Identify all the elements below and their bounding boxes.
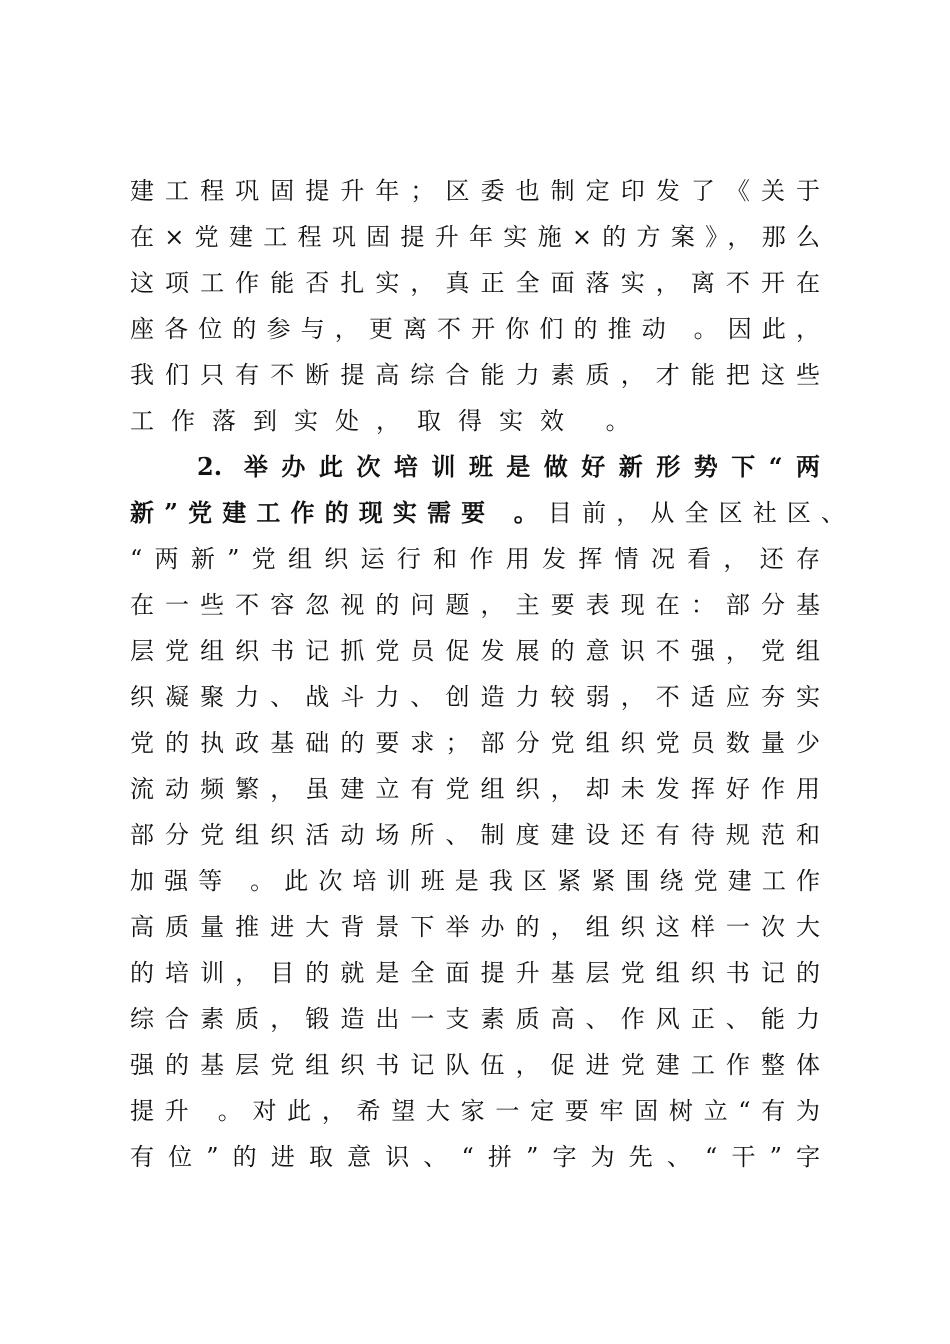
paragraph-line xyxy=(130,1093,820,1129)
line-text: 座各位的参与，更离不开你们的推动 。因此， xyxy=(130,315,820,343)
paragraph-line xyxy=(130,771,820,807)
paragraph-line xyxy=(130,955,820,991)
line-text: 强的基层党组织书记队伍，促进党建工作整体 xyxy=(130,1051,820,1079)
paragraph-line xyxy=(130,357,820,393)
paragraph-line xyxy=(130,909,820,945)
line-text: 提升 。对此，希望大家一定要牢固树立“有为 xyxy=(130,1097,820,1125)
line-text: 目前，从全区社区、 xyxy=(547,499,845,527)
line-text: 这项工作能否扎实，真正全面落实，离不开在 xyxy=(130,269,820,297)
paragraph-line xyxy=(130,633,820,669)
paragraph-line xyxy=(130,403,647,439)
paragraph-line xyxy=(130,1047,820,1083)
paragraph-line xyxy=(130,587,820,623)
line-text: 加强等 。此次培训班是我区紧紧围绕党建工作 xyxy=(130,867,820,895)
line-text: “两新”党组织运行和作用发挥情况看，还存 xyxy=(130,545,820,573)
section-heading-line xyxy=(197,449,820,485)
line-text: 在一些不容忽视的问题，主要表现在：部分基 xyxy=(130,591,820,619)
line-text: 党的执政基础的要求；部分党组织党员数量少 xyxy=(130,729,820,757)
line-text: 在×党建工程巩固提升年实施×的方案》，那么 xyxy=(130,223,820,251)
paragraph-line xyxy=(130,173,820,209)
line-text: 我们只有不断提高综合能力素质，才能把这些 xyxy=(130,361,820,389)
paragraph-line xyxy=(130,541,820,577)
line-text: 高质量推进大背景下举办的，组织这样一次大 xyxy=(130,913,820,941)
line-text: 的培训，目的就是全面提升基层党组织书记的 xyxy=(130,959,820,987)
paragraph-line xyxy=(130,311,820,347)
line-text: 流动频繁，虽建立有党组织，却未发挥好作用 xyxy=(130,775,820,803)
paragraph-line xyxy=(130,265,820,301)
line-text: 层党组织书记抓党员促发展的意识不强，党组 xyxy=(130,637,820,665)
section-heading-continued: 新”党建工作的现实需要 。 xyxy=(130,498,548,527)
line-text: 综合素质，锻造出一支素质高、作风正、能力 xyxy=(130,1005,820,1033)
line-text: 建工程巩固提升年；区委也制定印发了《关于 xyxy=(130,177,820,205)
paragraph-line xyxy=(130,817,820,853)
paragraph-line xyxy=(130,725,820,761)
paragraph-line xyxy=(130,1139,820,1175)
line-text: 有位”的进取意识、“拼”字为先、“干”字 xyxy=(130,1143,820,1171)
paragraph-line xyxy=(130,1001,820,1037)
paragraph-line xyxy=(130,679,820,715)
section-heading: 2. 举办此次培训班是做好新形势下“两 xyxy=(197,452,820,481)
paragraph-line xyxy=(130,495,845,531)
line-text: 织凝聚力、战斗力、创造力较弱，不适应夯实 xyxy=(130,683,820,711)
line-text: 工作落到实处，取得实效 。 xyxy=(130,407,647,435)
paragraph-line xyxy=(130,219,820,255)
line-text: 部分党组织活动场所、制度建设还有待规范和 xyxy=(130,821,820,849)
paragraph-line xyxy=(130,863,820,899)
